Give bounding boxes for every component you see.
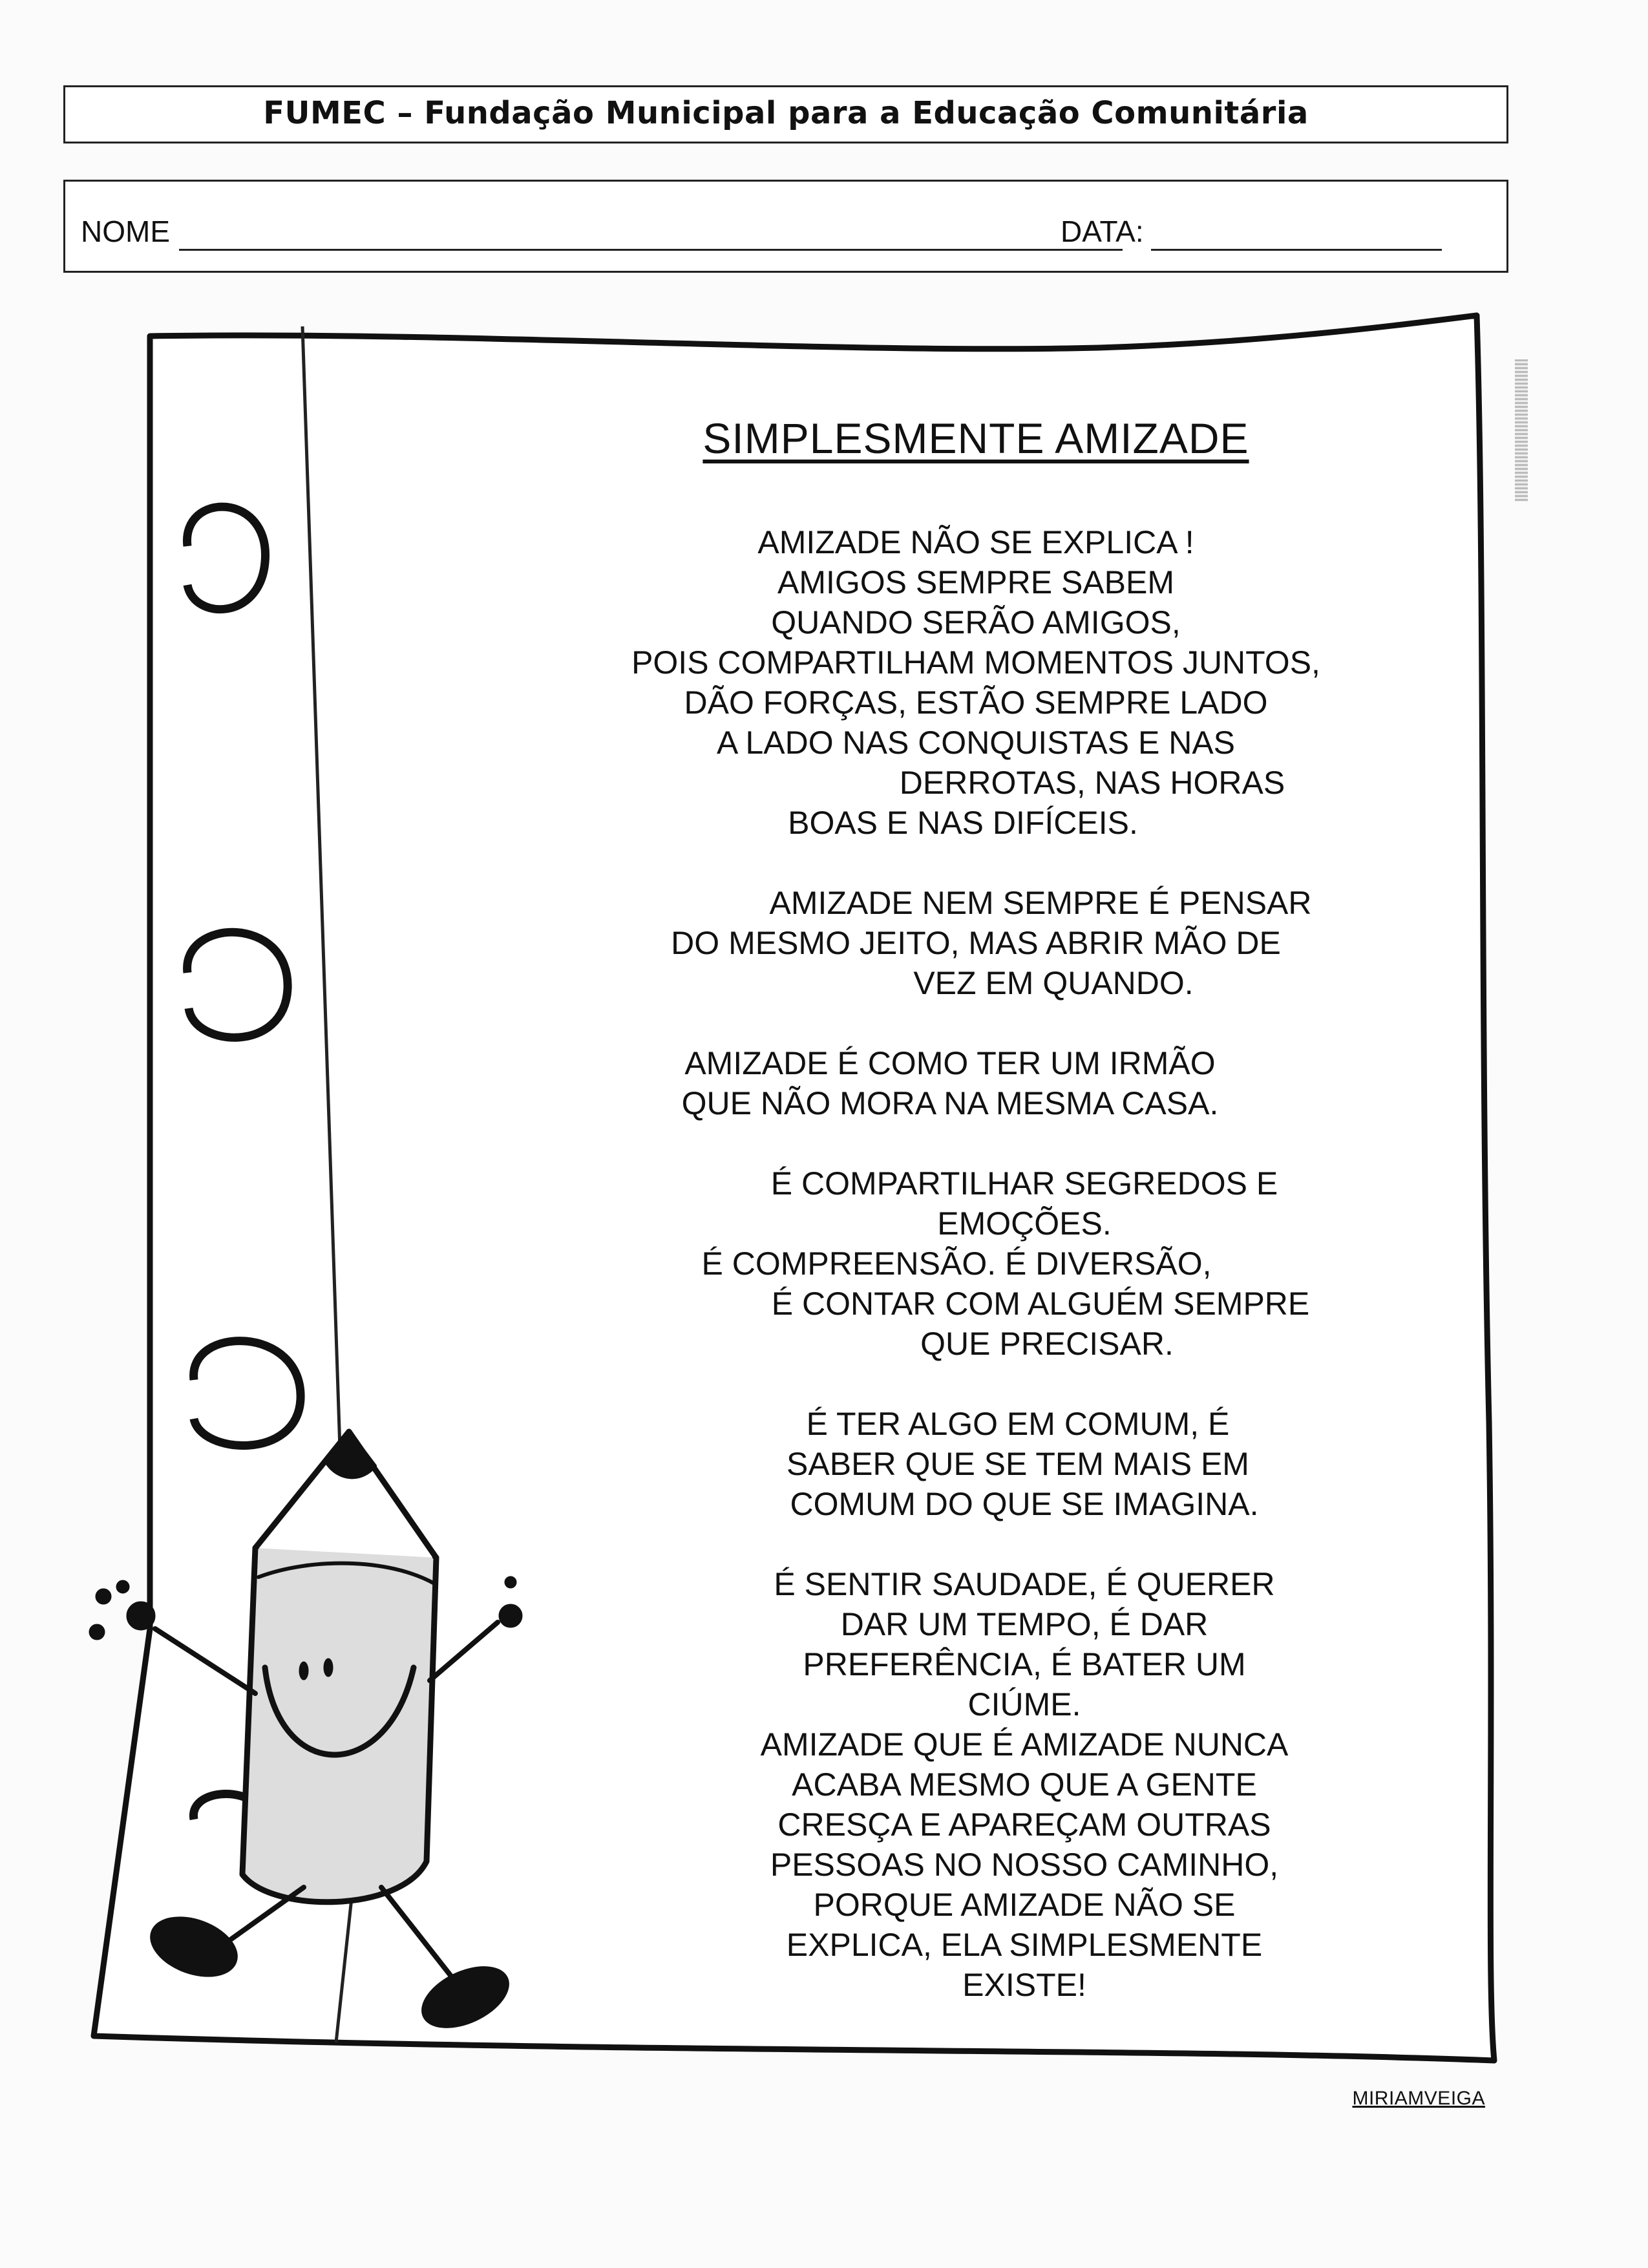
poem-line: É SENTIR SAUDADE, É QUERER xyxy=(774,1566,1275,1602)
poem-line: DAR UM TEMPO, É DAR xyxy=(840,1606,1209,1642)
poem-line: A LADO NAS CONQUISTAS E NAS xyxy=(716,725,1236,761)
institution-title: FUMEC – Fundação Municipal para a Educação Comunitária xyxy=(263,95,1309,131)
poem-line: AMIZADE É COMO TER UM IRMÃO xyxy=(684,1045,1216,1081)
poem-line: DO MESMO JEITO, MAS ABRIR MÃO DE xyxy=(671,925,1281,961)
poem-line: É CONTAR COM ALGUÉM SEMPRE xyxy=(771,1286,1310,1322)
poem-line: AMIZADE QUE É AMIZADE NUNCA xyxy=(760,1726,1289,1763)
poem-line: QUANDO SERÃO AMIGOS, xyxy=(771,604,1181,641)
poem-line: É TER ALGO EM COMUM, É xyxy=(806,1406,1230,1442)
poem-line: QUE NÃO MORA NA MESMA CASA. xyxy=(681,1085,1219,1121)
date-label: DATA: xyxy=(1061,215,1144,248)
poem-line: VEZ EM QUANDO. xyxy=(913,965,1194,1001)
poem-line: AMIZADE NÃO SE EXPLICA ! xyxy=(757,524,1194,560)
poem-line: É COMPREENSÃO. É DIVERSÃO, xyxy=(701,1245,1212,1282)
poem-line: DÃO FORÇAS, ESTÃO SEMPRE LADO xyxy=(684,684,1268,721)
poem-line: COMUM DO QUE SE IMAGINA. xyxy=(790,1486,1259,1522)
author-credit: MIRIAMVEIGA xyxy=(1352,2088,1485,2109)
poem-title: SIMPLESMENTE AMIZADE xyxy=(703,414,1249,462)
scan-artifact xyxy=(1515,359,1528,502)
poem-line: CRESÇA E APAREÇAM OUTRAS xyxy=(777,1807,1271,1843)
poem-line: PREFERÊNCIA, É BATER UM xyxy=(803,1646,1246,1682)
poem-line: EMOÇÕES. xyxy=(937,1205,1112,1242)
poem-line: SABER QUE SE TEM MAIS EM xyxy=(787,1446,1249,1482)
poem-line: PORQUE AMIZADE NÃO SE xyxy=(813,1887,1236,1923)
poem-line: EXPLICA, ELA SIMPLESMENTE xyxy=(786,1927,1263,1963)
name-label: NOME xyxy=(81,215,170,248)
poem-line: ACABA MESMO QUE A GENTE xyxy=(792,1766,1257,1803)
poem-line: EXISTE! xyxy=(962,1967,1086,2003)
poem-line: PESSOAS NO NOSSO CAMINHO, xyxy=(770,1847,1279,1883)
poem-line: QUE PRECISAR. xyxy=(920,1326,1174,1362)
poem-line: AMIZADE NEM SEMPRE É PENSAR xyxy=(769,885,1312,921)
poem-line: É COMPARTILHAR SEGREDOS E xyxy=(770,1165,1278,1202)
poem-line: DERROTAS, NAS HORAS xyxy=(899,765,1285,801)
poem-line: AMIGOS SEMPRE SABEM xyxy=(777,564,1174,600)
poem-line: CIÚME. xyxy=(967,1686,1081,1722)
poem-line: BOAS E NAS DIFÍCEIS. xyxy=(788,805,1138,841)
poem-line: POIS COMPARTILHAM MOMENTOS JUNTOS, xyxy=(631,644,1320,681)
